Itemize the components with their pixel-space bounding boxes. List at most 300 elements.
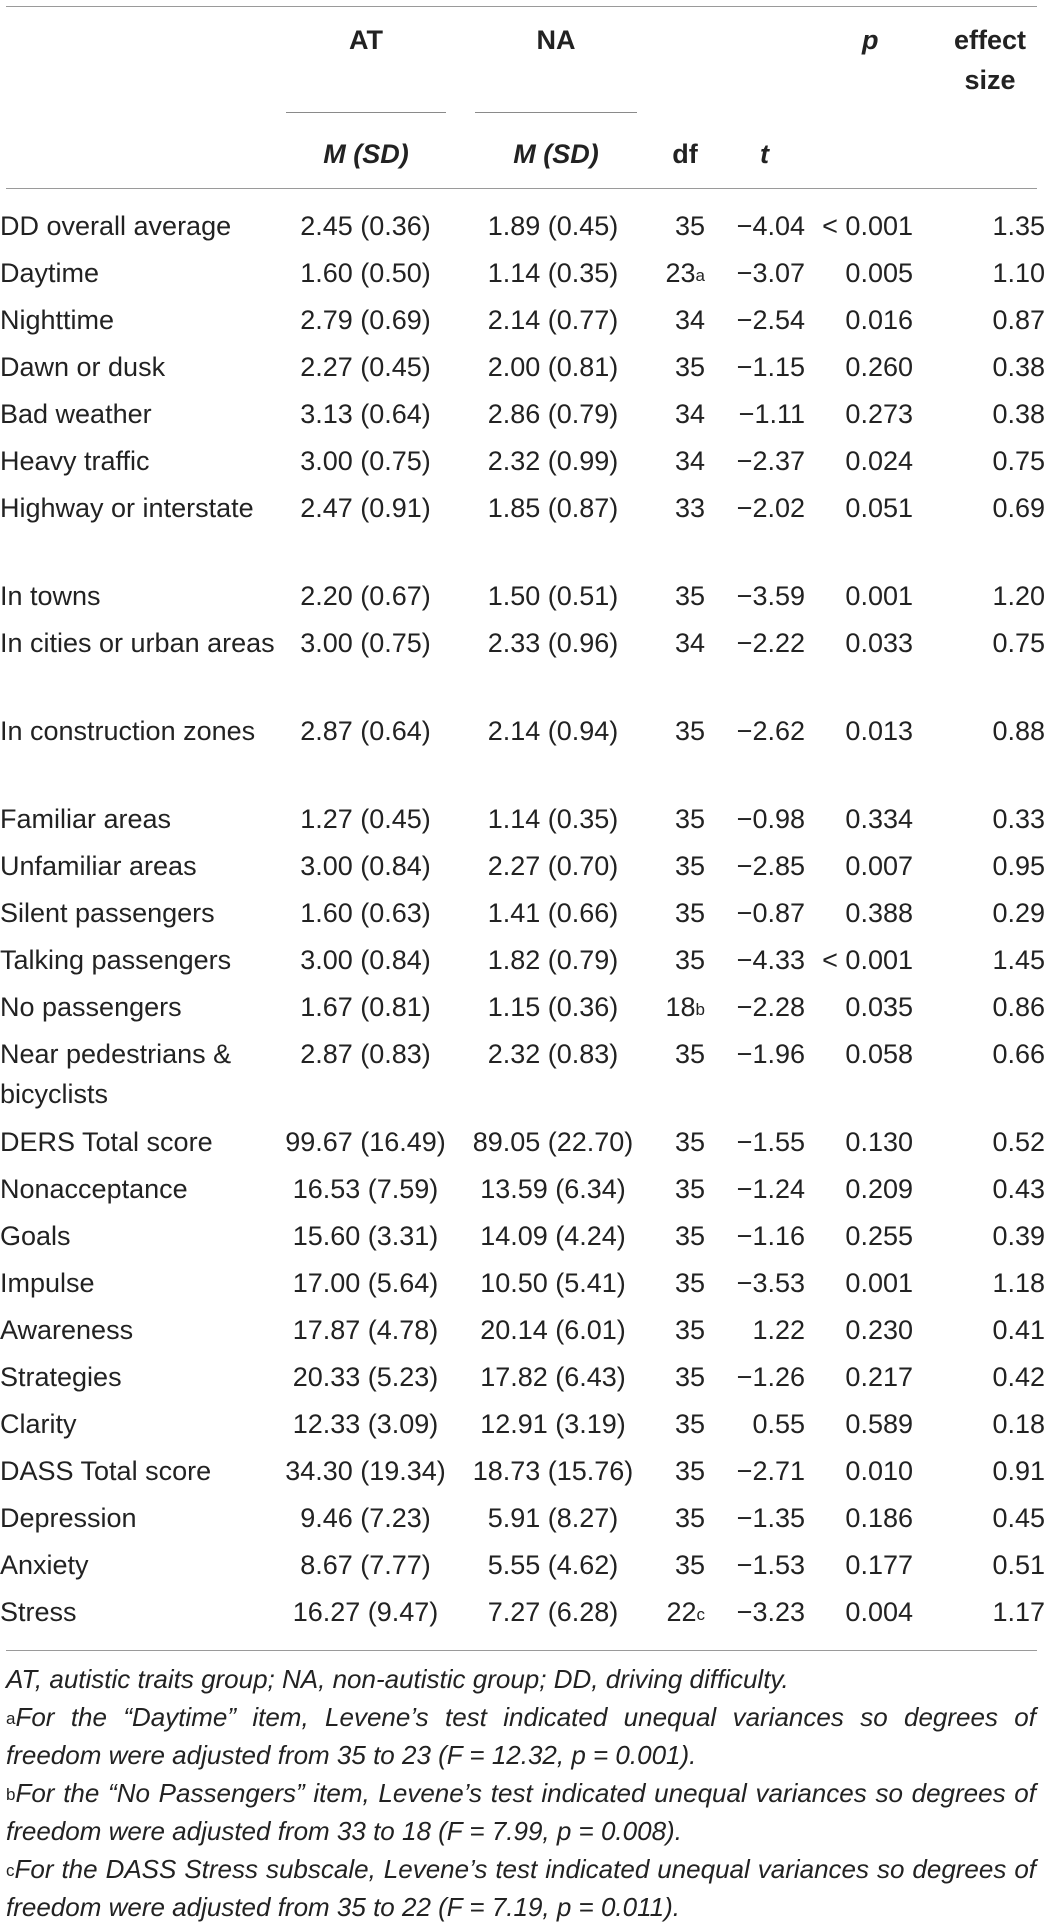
cell-na-msd-text: 2.14 (0.94)	[487, 716, 619, 746]
cell-effect-size-text: 1.35	[992, 211, 1045, 241]
cell-effect-size	[913, 1498, 1045, 1545]
cell-t	[705, 799, 805, 846]
cell-p-text: 0.033	[845, 628, 913, 658]
cell-at-msd-text: 9.46 (7.23)	[300, 1503, 431, 1533]
cell-na-msd-text: 1.41 (0.66)	[487, 898, 619, 928]
cell-df	[653, 441, 705, 488]
cell-t	[705, 940, 805, 987]
cell-at-msd	[278, 623, 453, 711]
cell-effect-size	[913, 1169, 1045, 1216]
cell-effect-size	[913, 300, 1045, 347]
cell-effect-size-text: 0.41	[992, 1315, 1045, 1345]
footnote-a-mark: a	[6, 1709, 16, 1728]
cell-effect-size	[913, 253, 1045, 300]
cell-at-msd	[278, 1592, 453, 1639]
cell-p	[805, 488, 913, 576]
cell-na-msd	[453, 1263, 653, 1310]
table-top-rule	[6, 6, 1037, 7]
row-label-text: Nighttime	[0, 305, 115, 335]
cell-p	[805, 1169, 913, 1216]
cell-df	[653, 488, 705, 576]
header-df: df	[672, 139, 698, 169]
row-label	[0, 1498, 278, 1545]
row-label-text: Silent passengers	[0, 898, 215, 928]
cell-na-msd	[453, 1169, 653, 1216]
row-label	[0, 1592, 278, 1639]
cell-df	[653, 394, 705, 441]
row-label	[0, 1263, 278, 1310]
cell-df	[653, 1034, 705, 1122]
cell-df-text: 18	[665, 992, 696, 1022]
cell-na-msd-text: 5.91 (8.27)	[487, 1503, 619, 1533]
cell-effect-size-text: 0.91	[992, 1456, 1045, 1486]
cell-t-text: −2.71	[736, 1456, 805, 1486]
cell-effect-size-text: 0.43	[992, 1174, 1045, 1204]
cell-p	[805, 711, 913, 799]
header-t: t	[760, 139, 769, 169]
cell-at-msd	[278, 1404, 453, 1451]
cell-na-msd	[453, 1310, 653, 1357]
row-label-text: Familiar areas	[0, 804, 172, 834]
row-label	[0, 441, 278, 488]
cell-na-msd	[453, 394, 653, 441]
cell-effect-size	[913, 1545, 1045, 1592]
cell-t-text: −4.33	[736, 945, 805, 975]
cell-p-text: 0.186	[845, 1503, 913, 1533]
cell-p	[805, 1357, 913, 1404]
cell-p-text: 0.217	[845, 1362, 913, 1392]
cell-na-msd	[453, 300, 653, 347]
header-effect-size-line1: effect	[953, 25, 1027, 55]
cell-p-text: 0.209	[845, 1174, 913, 1204]
table-row	[0, 1498, 1045, 1545]
table-row	[0, 1310, 1045, 1357]
cell-t	[705, 394, 805, 441]
cell-effect-size	[913, 1310, 1045, 1357]
cell-at-msd	[278, 347, 453, 394]
cell-t	[705, 488, 805, 576]
cell-effect-size-text: 0.95	[992, 851, 1045, 881]
row-label	[0, 347, 278, 394]
cell-effect-size	[913, 206, 1045, 253]
cell-t	[705, 1310, 805, 1357]
cell-effect-size	[913, 1404, 1045, 1451]
row-label-text: No passengers	[0, 992, 182, 1022]
table-row	[0, 253, 1045, 300]
cell-at-msd-text: 99.67 (16.49)	[285, 1127, 446, 1157]
cell-df	[653, 576, 705, 623]
row-label-text: Dawn or dusk	[0, 352, 166, 382]
cell-na-msd	[453, 799, 653, 846]
row-label-text: Daytime	[0, 258, 100, 288]
cell-t-text: −3.07	[736, 258, 805, 288]
cell-at-msd	[278, 1122, 453, 1169]
cell-na-msd	[453, 711, 653, 799]
cell-t-text: −1.96	[736, 1039, 805, 1069]
cell-t-text: −2.28	[736, 992, 805, 1022]
table-row	[0, 1592, 1045, 1639]
row-label	[0, 1310, 278, 1357]
row-label	[0, 1451, 278, 1498]
df-footnote-mark: a	[695, 266, 705, 285]
cell-p-text: 0.007	[845, 851, 913, 881]
cell-p	[805, 623, 913, 711]
cell-t	[705, 1357, 805, 1404]
cell-effect-size	[913, 940, 1045, 987]
cell-effect-size-text: 0.52	[992, 1127, 1045, 1157]
cell-p	[805, 206, 913, 253]
row-label	[0, 206, 278, 253]
cell-p-text: 0.035	[845, 992, 913, 1022]
cell-df-text: 35	[674, 1409, 705, 1439]
cell-p	[805, 1034, 913, 1122]
cell-at-msd	[278, 1451, 453, 1498]
cell-na-msd-text: 1.50 (0.51)	[487, 581, 619, 611]
cell-effect-size	[913, 441, 1045, 488]
cell-t	[705, 300, 805, 347]
footnote-a-text: For the “Daytime” item, Levene’s test indicated unequal variances so degrees of freedom were adjusted from 35 to 23 (F = 12.32, p = 0.001).	[6, 1702, 1036, 1770]
row-label-text: Bad weather	[0, 399, 152, 429]
row-label	[0, 576, 278, 623]
row-label-text: In construction zones	[0, 716, 256, 746]
cell-t	[705, 1034, 805, 1122]
cell-na-msd	[453, 253, 653, 300]
cell-effect-size	[913, 1122, 1045, 1169]
table-row	[0, 940, 1045, 987]
row-label-text: In towns	[0, 581, 101, 611]
cell-effect-size-text: 0.66	[992, 1039, 1045, 1069]
row-label-text: Anxiety	[0, 1550, 89, 1580]
cell-t	[705, 441, 805, 488]
cell-at-msd-text: 17.00 (5.64)	[292, 1268, 439, 1298]
cell-na-msd-text: 2.27 (0.70)	[487, 851, 619, 881]
cell-df-text: 35	[674, 1221, 705, 1251]
cell-na-msd-text: 5.55 (4.62)	[487, 1550, 619, 1580]
cell-p	[805, 1404, 913, 1451]
table-row	[0, 1216, 1045, 1263]
row-label-text: DASS Total score	[0, 1456, 212, 1486]
table-row	[0, 206, 1045, 253]
row-label	[0, 1404, 278, 1451]
cell-na-msd	[453, 1451, 653, 1498]
cell-effect-size	[913, 576, 1045, 623]
cell-at-msd	[278, 1545, 453, 1592]
cell-na-msd-text: 20.14 (6.01)	[480, 1315, 626, 1345]
table-row	[0, 394, 1045, 441]
cell-at-msd-text: 17.87 (4.78)	[292, 1315, 439, 1345]
cell-t-text: −2.37	[736, 446, 805, 476]
cell-effect-size-text: 0.86	[992, 992, 1045, 1022]
cell-p	[805, 846, 913, 893]
cell-p	[805, 576, 913, 623]
row-label-text: Nonacceptance	[0, 1174, 188, 1204]
row-label-text: Stress	[0, 1597, 77, 1627]
cell-t	[705, 1451, 805, 1498]
row-label-text: Clarity	[0, 1409, 77, 1439]
cell-p-text: 0.273	[845, 399, 913, 429]
row-label	[0, 1169, 278, 1216]
row-label	[0, 987, 278, 1034]
cell-df	[653, 206, 705, 253]
cell-t-text: −1.16	[736, 1221, 805, 1251]
cell-t-text: −1.26	[736, 1362, 805, 1392]
cell-effect-size-text: 0.39	[992, 1221, 1045, 1251]
cell-p	[805, 893, 913, 940]
cell-effect-size-text: 1.17	[992, 1597, 1045, 1627]
cell-t	[705, 846, 805, 893]
cell-at-msd	[278, 300, 453, 347]
cell-effect-size	[913, 846, 1045, 893]
table-notes	[6, 1660, 1036, 1926]
header-effect-size-line2: size	[964, 65, 1016, 95]
table-header-rule	[6, 188, 1037, 189]
cell-df-text: 35	[674, 352, 705, 382]
row-label	[0, 488, 278, 576]
cell-t-text: −2.02	[736, 493, 805, 523]
cell-t	[705, 1545, 805, 1592]
row-label-text: Goals	[0, 1221, 71, 1251]
cell-p-text: 0.010	[845, 1456, 913, 1486]
cell-at-msd-text: 1.27 (0.45)	[300, 804, 431, 834]
footnote-c-text: For the DASS Stress subscale, Levene’s test indicated unequal variances so degrees of freedom were adjusted from 35 to 22 (F = 7.19, p = 0.011).	[6, 1854, 1036, 1922]
cell-effect-size-text: 0.29	[992, 898, 1045, 928]
row-label	[0, 1545, 278, 1592]
cell-na-msd	[453, 987, 653, 1034]
row-label-text: Strategies	[0, 1362, 122, 1392]
cell-t	[705, 623, 805, 711]
cell-effect-size	[913, 488, 1045, 576]
cell-t-text: −3.53	[736, 1268, 805, 1298]
cell-na-msd	[453, 940, 653, 987]
cell-p-text: 0.001	[845, 1268, 913, 1298]
cell-df	[653, 1357, 705, 1404]
cell-effect-size	[913, 711, 1045, 799]
cell-t-text: 1.22	[752, 1315, 805, 1345]
cell-at-msd-text: 2.27 (0.45)	[300, 352, 431, 382]
cell-na-msd-text: 14.09 (4.24)	[480, 1221, 626, 1251]
cell-t-text: −3.23	[736, 1597, 805, 1627]
row-label-text: Talking passengers	[0, 945, 232, 975]
row-label-text: Heavy traffic	[0, 446, 150, 476]
data-table	[0, 206, 1045, 1639]
cell-p-text: 0.004	[845, 1597, 913, 1627]
cell-df	[653, 1404, 705, 1451]
cell-df-text: 35	[674, 1362, 705, 1392]
cell-df-text: 35	[674, 1268, 705, 1298]
cell-t-text: −2.85	[736, 851, 805, 881]
cell-t-text: −4.04	[736, 211, 805, 241]
cell-effect-size	[913, 1216, 1045, 1263]
cell-p-text: 0.024	[845, 446, 913, 476]
cell-df-text: 34	[674, 305, 705, 335]
cell-t	[705, 1404, 805, 1451]
cell-at-msd-text: 1.67 (0.81)	[300, 992, 431, 1022]
cell-effect-size-text: 1.10	[992, 258, 1045, 288]
cell-t	[705, 1592, 805, 1639]
row-label	[0, 799, 278, 846]
cell-p	[805, 1310, 913, 1357]
cell-at-msd-text: 16.53 (7.59)	[292, 1174, 439, 1204]
cell-at-msd	[278, 394, 453, 441]
table-row	[0, 347, 1045, 394]
cell-at-msd-text: 8.67 (7.77)	[300, 1550, 431, 1580]
cell-na-msd-text: 1.82 (0.79)	[487, 945, 619, 975]
cell-na-msd-text: 2.32 (0.83)	[487, 1039, 619, 1069]
row-label-text: Highway or interstate	[0, 493, 254, 523]
cell-t	[705, 1122, 805, 1169]
row-label	[0, 623, 278, 711]
cell-at-msd	[278, 1310, 453, 1357]
cell-df-text: 34	[674, 399, 705, 429]
cell-df	[653, 1310, 705, 1357]
table-row	[0, 799, 1045, 846]
group-at-underline	[286, 112, 446, 113]
cell-effect-size-text: 0.88	[992, 716, 1045, 746]
cell-at-msd-text: 3.00 (0.75)	[300, 446, 431, 476]
table-row	[0, 1169, 1045, 1216]
cell-t-text: −1.55	[736, 1127, 805, 1157]
cell-na-msd	[453, 1034, 653, 1122]
cell-na-msd-text: 2.00 (0.81)	[487, 352, 619, 382]
cell-effect-size-text: 0.38	[992, 352, 1045, 382]
cell-na-msd-text: 2.33 (0.96)	[487, 628, 619, 658]
cell-df	[653, 1498, 705, 1545]
cell-effect-size	[913, 1034, 1045, 1122]
cell-t	[705, 576, 805, 623]
cell-df	[653, 253, 705, 300]
cell-df-text: 35	[674, 804, 705, 834]
cell-t-text: −1.53	[736, 1550, 805, 1580]
row-label	[0, 846, 278, 893]
cell-at-msd	[278, 1034, 453, 1122]
cell-df-text: 35	[674, 1039, 705, 1069]
header-at-msd: M (SD)	[323, 139, 409, 169]
table-row	[0, 893, 1045, 940]
cell-p	[805, 253, 913, 300]
cell-p	[805, 1498, 913, 1545]
cell-at-msd	[278, 253, 453, 300]
cell-at-msd-text: 1.60 (0.50)	[300, 258, 431, 288]
cell-effect-size	[913, 1451, 1045, 1498]
cell-at-msd	[278, 987, 453, 1034]
cell-at-msd-text: 15.60 (3.31)	[292, 1221, 439, 1251]
table-bottom-rule	[6, 1650, 1037, 1651]
cell-p	[805, 1451, 913, 1498]
cell-effect-size-text: 0.75	[992, 628, 1045, 658]
cell-at-msd	[278, 441, 453, 488]
cell-p-text: < 0.001	[822, 211, 913, 241]
cell-na-msd	[453, 488, 653, 576]
cell-df-text: 35	[674, 211, 705, 241]
cell-df-text: 35	[674, 851, 705, 881]
cell-na-msd	[453, 1216, 653, 1263]
cell-p-text: 0.016	[845, 305, 913, 335]
cell-t	[705, 1263, 805, 1310]
cell-at-msd-text: 2.20 (0.67)	[300, 581, 431, 611]
cell-na-msd-text: 10.50 (5.41)	[480, 1268, 626, 1298]
cell-na-msd-text: 1.89 (0.45)	[487, 211, 619, 241]
row-label-text: Near pedestrians & bicyclists	[0, 1039, 232, 1109]
cell-p	[805, 394, 913, 441]
row-label	[0, 711, 278, 799]
cell-effect-size-text: 0.42	[992, 1362, 1045, 1392]
cell-df	[653, 1263, 705, 1310]
cell-t	[705, 1169, 805, 1216]
cell-at-msd-text: 2.87 (0.64)	[300, 716, 431, 746]
cell-na-msd	[453, 1122, 653, 1169]
cell-p-text: 0.334	[845, 804, 913, 834]
cell-na-msd	[453, 893, 653, 940]
cell-effect-size-text: 0.87	[992, 305, 1045, 335]
cell-at-msd-text: 12.33 (3.09)	[292, 1409, 439, 1439]
cell-at-msd	[278, 576, 453, 623]
row-label-text: DD overall average	[0, 211, 232, 241]
cell-na-msd	[453, 623, 653, 711]
cell-df-text: 35	[674, 1127, 705, 1157]
table-row	[0, 711, 1045, 799]
cell-t	[705, 893, 805, 940]
cell-effect-size-text: 1.45	[992, 945, 1045, 975]
cell-t-text: −2.22	[736, 628, 805, 658]
abbreviations-note: AT, autistic traits group; NA, non-autistic group; DD, driving difficulty.	[6, 1664, 789, 1694]
cell-na-msd	[453, 1592, 653, 1639]
cell-df-text: 35	[674, 898, 705, 928]
cell-effect-size	[913, 799, 1045, 846]
cell-df	[653, 711, 705, 799]
cell-at-msd	[278, 206, 453, 253]
cell-at-msd	[278, 893, 453, 940]
cell-p	[805, 940, 913, 987]
cell-df-text: 35	[674, 1503, 705, 1533]
cell-df-text: 35	[674, 1550, 705, 1580]
cell-p	[805, 987, 913, 1034]
cell-p	[805, 1592, 913, 1639]
cell-at-msd	[278, 711, 453, 799]
header-effect-size	[930, 20, 1045, 100]
cell-df	[653, 1545, 705, 1592]
cell-na-msd-text: 12.91 (3.19)	[480, 1409, 626, 1439]
header-p: p	[862, 25, 879, 55]
cell-df	[653, 799, 705, 846]
footnote-b-text: For the “No Passengers” item, Levene’s test indicated unequal variances so degrees of freedom were adjusted from 33 to 18 (F = 7.99, p = 0.008).	[6, 1778, 1036, 1846]
cell-at-msd-text: 2.79 (0.69)	[300, 305, 431, 335]
cell-df-text: 35	[674, 1174, 705, 1204]
cell-effect-size-text: 1.18	[992, 1268, 1045, 1298]
cell-at-msd-text: 3.13 (0.64)	[300, 399, 431, 429]
cell-t-text: −2.54	[736, 305, 805, 335]
table-row	[0, 987, 1045, 1034]
table-row	[0, 1545, 1045, 1592]
cell-df-text: 34	[674, 628, 705, 658]
cell-at-msd-text: 1.60 (0.63)	[300, 898, 431, 928]
cell-at-msd	[278, 799, 453, 846]
cell-at-msd-text: 34.30 (19.34)	[285, 1456, 446, 1486]
cell-df	[653, 623, 705, 711]
cell-effect-size	[913, 347, 1045, 394]
cell-effect-size-text: 0.75	[992, 446, 1045, 476]
cell-df	[653, 1451, 705, 1498]
cell-na-msd-text: 2.86 (0.79)	[487, 399, 619, 429]
cell-p-text: 0.589	[845, 1409, 913, 1439]
table-row	[0, 1034, 1045, 1122]
cell-na-msd-text: 1.85 (0.87)	[487, 493, 619, 523]
cell-na-msd-text: 2.14 (0.77)	[487, 305, 619, 335]
cell-at-msd-text: 3.00 (0.84)	[300, 945, 431, 975]
cell-effect-size-text: 0.18	[992, 1409, 1045, 1439]
row-label-text: Awareness	[0, 1315, 134, 1345]
cell-df	[653, 846, 705, 893]
cell-t-text: −1.35	[736, 1503, 805, 1533]
